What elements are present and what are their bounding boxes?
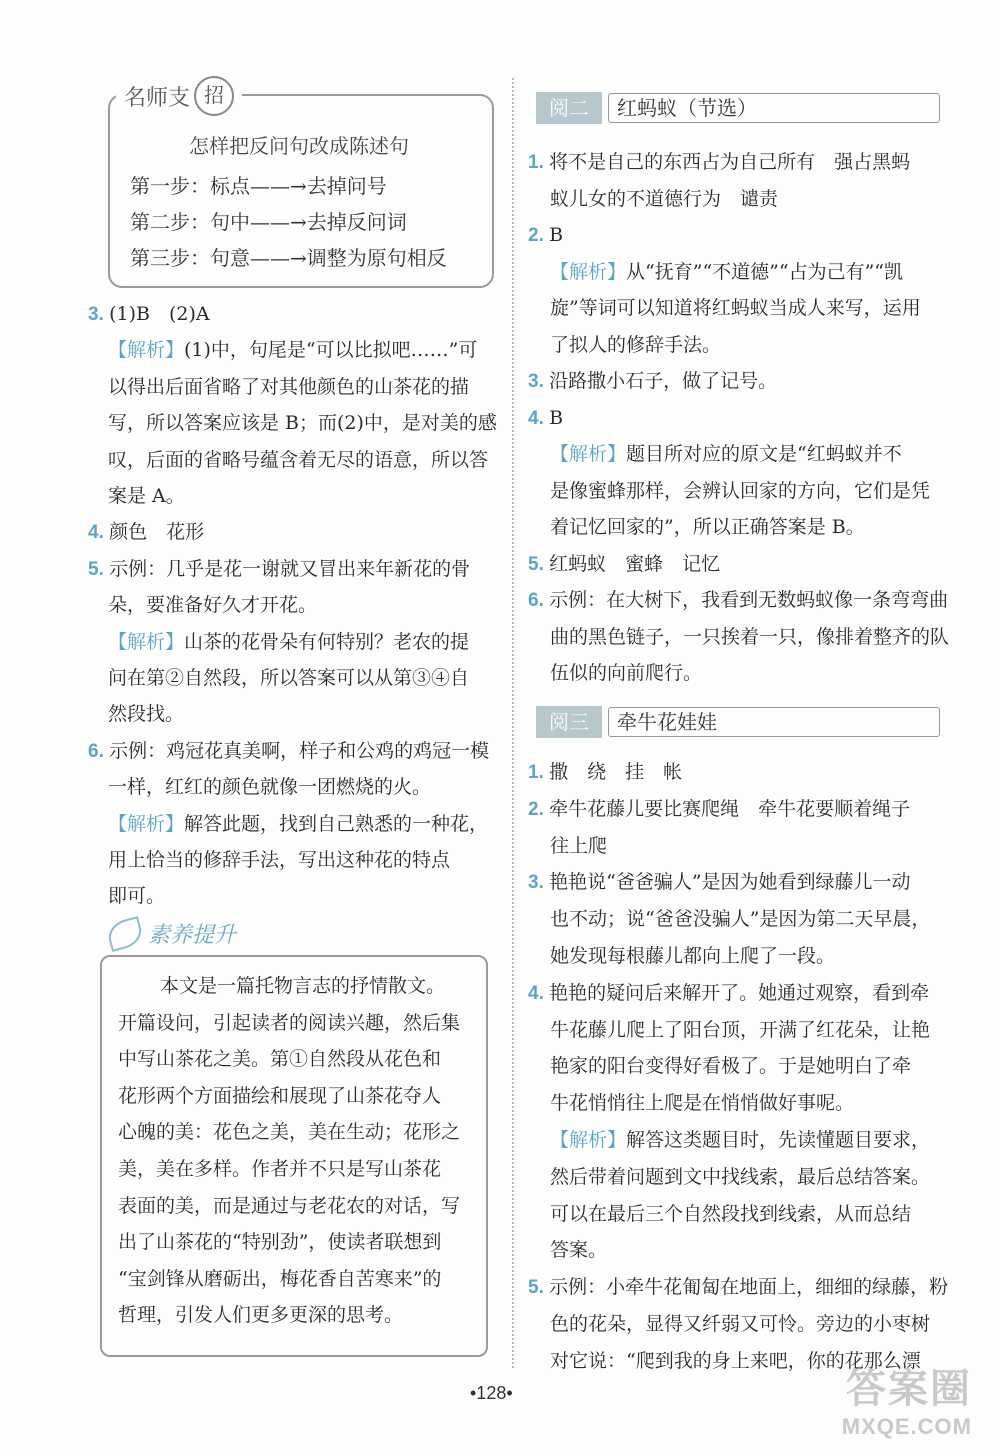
- line-text: 示例：在大树下，我看到无数蚂蚁像一条弯弯曲: [549, 589, 949, 611]
- column-divider: [512, 78, 514, 1368]
- line-text: 牛花悄悄往上爬是在悄悄做好事呢。: [550, 1092, 855, 1115]
- text-line: [108, 808, 488, 840]
- line-text: (1)中，句尾是“可以比拟吧……”可: [184, 339, 478, 362]
- text-line: [528, 548, 720, 581]
- watermark: [842, 1357, 972, 1440]
- suyang-line: 哲理，引发人们更多更深的思考。: [118, 1304, 404, 1327]
- line-text: 朵，要准备好久才开花。: [108, 594, 318, 617]
- line-text: 曲的黑色链子，一只挨着一只，像排着整齐的队: [550, 625, 950, 648]
- analysis-label: 【解析】: [550, 443, 627, 465]
- line-text: 颜色 花形: [109, 521, 205, 544]
- line-text: 撒 绕 挂 帐: [549, 761, 683, 783]
- line-text: 也不动；说“爸爸没骗人”是因为第二天早晨，: [550, 908, 931, 931]
- question-number: 6.: [528, 590, 550, 611]
- line-text: 艳家的阳台变得好看极了。于是她明白了牵: [550, 1055, 912, 1078]
- section-reading-3: [536, 706, 940, 738]
- text-line: [550, 1234, 607, 1266]
- question-number: 3.: [528, 872, 550, 894]
- text-line: [108, 589, 317, 621]
- text-line: [528, 756, 682, 789]
- question-number: 2.: [528, 798, 550, 820]
- text-line: [108, 371, 469, 403]
- line-text: (1)B (2)A: [109, 303, 210, 325]
- text-line: [528, 793, 910, 826]
- text-line: [108, 880, 165, 912]
- line-text: 以得出后面省略了对其他颜色的山茶花的描: [108, 375, 470, 398]
- text-line: [88, 735, 489, 768]
- text-line: [528, 866, 911, 899]
- suyang-line: 美，美在多样。作者并不只是写山茶花: [118, 1158, 442, 1180]
- text-line: [550, 1050, 911, 1082]
- line-text: 问在第②自然段，所以答案可以从第③④自: [108, 667, 470, 689]
- question-number: 6.: [88, 740, 110, 762]
- line-text: 艳艳说“爸爸骗人”是因为她看到绿藤儿一动: [549, 871, 911, 894]
- text-line: [528, 365, 777, 398]
- line-text: 着记忆回家的”，所以正确答案是 B。: [550, 516, 865, 538]
- line-text: 了拟人的修辞手法。: [550, 333, 722, 356]
- section-title: 红蚂蚁（节选）: [608, 93, 940, 123]
- text-line: [528, 219, 563, 252]
- line-text: 伍似的向前爬行。: [550, 662, 703, 684]
- text-line: [88, 553, 470, 586]
- watermark-logo: 答案圈: [846, 1367, 972, 1411]
- suyang-line: 花形两个方面描绘和展现了山茶花夺人: [118, 1084, 442, 1107]
- line-text: 艳艳的疑问后来解开了。她通过观察，看到牵: [549, 981, 930, 1004]
- watermark-url: MXQE.COM: [841, 1414, 972, 1439]
- text-line: [528, 584, 948, 617]
- section-tag: 阅三: [536, 706, 602, 738]
- line-text: 红蚂蚁 蜜蜂 记忆: [549, 552, 721, 575]
- text-line: [528, 1271, 948, 1304]
- suyang-line: “宝剑锋从磨砺出，梅花香自苦寒来”的: [118, 1267, 442, 1290]
- section-title: 牵牛花娃娃: [608, 707, 940, 737]
- tip-step: 第二步：句中——→去掉反问词: [130, 210, 407, 234]
- tip-header: [116, 76, 242, 116]
- question-number: 4.: [528, 407, 550, 429]
- line-text: 蚁儿女的不道德行为 谴责: [550, 187, 779, 210]
- line-text: 解答此题，找到自己熟悉的一种花，: [184, 812, 489, 835]
- question-number: 2.: [528, 225, 550, 246]
- analysis-label: 【解析】: [550, 1129, 627, 1151]
- text-line: [550, 438, 902, 470]
- line-text: 沿路撒小石子，做了记号。: [549, 370, 778, 392]
- analysis-label: 【解析】: [108, 339, 185, 362]
- question-number: 3.: [528, 371, 550, 392]
- text-line: [550, 1124, 930, 1156]
- line-text: 色的花朵，显得又纤弱又可怜。旁边的小枣树: [550, 1313, 931, 1335]
- text-line: [550, 292, 921, 324]
- page-number: •128•: [470, 1383, 513, 1403]
- analysis-label: 【解析】: [550, 260, 627, 283]
- line-text: 然后带着问题到文中找线索，最后总结答案。: [550, 1165, 931, 1188]
- text-line: [88, 516, 204, 549]
- text-line: [108, 626, 469, 658]
- text-line: [550, 621, 949, 653]
- line-text: 牵牛花藤儿要比赛爬绳 牵牛花要顺着绳子: [549, 797, 911, 820]
- suyang-header-text: 素养提升: [148, 923, 237, 948]
- line-text: 将不是自己的东西占为自己所有 强占黑蚂: [549, 151, 911, 173]
- text-line: [550, 940, 835, 972]
- line-text: 山茶的花骨朵有何特别？老农的提: [184, 630, 470, 653]
- text-line: [108, 844, 450, 876]
- line-text: 示例：小牵牛花匍匐在地面上，细细的绿藤，粉: [549, 1276, 949, 1299]
- question-number: 4.: [528, 982, 550, 1004]
- line-text: 题目所对应的原文是“红蚂蚁并不: [626, 443, 902, 465]
- line-text: 旋”等词可以知道将红蚂蚁当成人来写，运用: [550, 297, 921, 319]
- suyang-line: 出了山茶花的“特别劲”，使读者联想到: [118, 1231, 442, 1254]
- question-number: 3.: [88, 304, 110, 325]
- line-text: 叹，后面的省略号蕴含着无尽的语意，所以答: [108, 448, 489, 471]
- tip-step: 第一步：标点——→去掉问号: [130, 174, 387, 198]
- line-text: 她发现每根藤儿都向上爬了一段。: [550, 945, 836, 967]
- text-line: [108, 334, 477, 366]
- text-line: [528, 146, 910, 179]
- question-number: 5.: [528, 553, 550, 575]
- suyang-line: 表面的美，而是通过与老花农的对话，写: [118, 1194, 461, 1217]
- text-line: [550, 329, 721, 361]
- text-line: [550, 657, 702, 689]
- line-text: 是像蜜蜂那样，会辨认回家的方向，它们是凭: [550, 479, 931, 502]
- line-text: B: [549, 406, 564, 429]
- line-text: 用上恰当的修辞手法，写出这种花的特点: [108, 849, 451, 871]
- line-text: B: [549, 224, 564, 246]
- question-number: 1.: [528, 762, 550, 783]
- text-line: [550, 183, 778, 215]
- tip-step: 第三步：句意——→调整为原句相反: [130, 246, 447, 270]
- question-number: 4.: [88, 522, 110, 544]
- text-line: [550, 830, 607, 862]
- line-text: 从“抚育”“不道德”“占为己有”“凯: [626, 260, 904, 283]
- question-number: 1.: [528, 152, 550, 173]
- text-line: [550, 1087, 854, 1119]
- section-tag: 阅二: [536, 92, 602, 124]
- line-text: 可以在最后三个自然段找到线索，从而总结: [550, 1202, 912, 1225]
- text-line: [550, 903, 930, 935]
- text-line: [108, 771, 431, 803]
- line-text: 示例：鸡冠花真美啊，样子和公鸡的鸡冠一模: [109, 739, 490, 762]
- suyang-line: 中写山茶花之美。第①自然段从花色和: [118, 1048, 442, 1071]
- text-line: [528, 402, 563, 435]
- text-line: [550, 511, 865, 543]
- text-line: [550, 475, 930, 507]
- text-line: [550, 1014, 930, 1046]
- line-text: 对它说：“爬到我的身上来吧，你的花那么漂: [550, 1349, 921, 1372]
- tip-header-circle: 招: [194, 76, 234, 116]
- text-line: [550, 256, 903, 288]
- suyang-line: 心魄的美：花色之美，美在生动；花形之: [118, 1121, 461, 1144]
- text-line: [550, 1198, 911, 1230]
- line-text: 一样，红红的颜色就像一团燃烧的火。: [108, 776, 432, 799]
- line-text: 案是 A。: [108, 485, 185, 507]
- line-text: 然段找。: [108, 703, 185, 726]
- text-line: [550, 1308, 930, 1340]
- tip-header-text: 名师支: [124, 85, 191, 111]
- suyang-line: 开篇设问，引起读者的阅读兴趣，然后集: [118, 1011, 461, 1034]
- line-text: 往上爬: [550, 834, 608, 857]
- line-text: 即可。: [108, 885, 166, 908]
- question-number: 5.: [528, 1277, 550, 1299]
- suyang-header: [108, 918, 236, 949]
- tip-title: 怎样把反问句改成陈述句: [189, 134, 409, 158]
- text-line: [88, 298, 210, 331]
- text-line: [108, 698, 184, 730]
- line-text: 示例：几乎是花一谢就又冒出来年新花的骨: [109, 557, 471, 580]
- line-text: 解答这类题目时，先读懂题目要求，: [626, 1129, 931, 1151]
- section-reading-2: [536, 92, 940, 124]
- text-line: [108, 407, 497, 439]
- text-line: [528, 977, 929, 1010]
- leaf-icon: [105, 916, 145, 952]
- question-number: 5.: [88, 558, 110, 580]
- text-line: [108, 662, 469, 694]
- analysis-label: 【解析】: [108, 630, 185, 653]
- analysis-label: 【解析】: [108, 812, 185, 835]
- line-text: 写，所以答案应该是 B；而(2)中，是对美的感: [108, 412, 497, 435]
- line-text: 答案。: [550, 1239, 608, 1262]
- text-line: [108, 444, 488, 476]
- line-text: 牛花藤儿爬上了阳台顶，开满了红花朵，让艳: [550, 1018, 931, 1041]
- text-line: [550, 1161, 930, 1193]
- suyang-line: 本文是一篇托物言志的抒情散文。: [160, 975, 446, 997]
- text-line: [108, 480, 185, 512]
